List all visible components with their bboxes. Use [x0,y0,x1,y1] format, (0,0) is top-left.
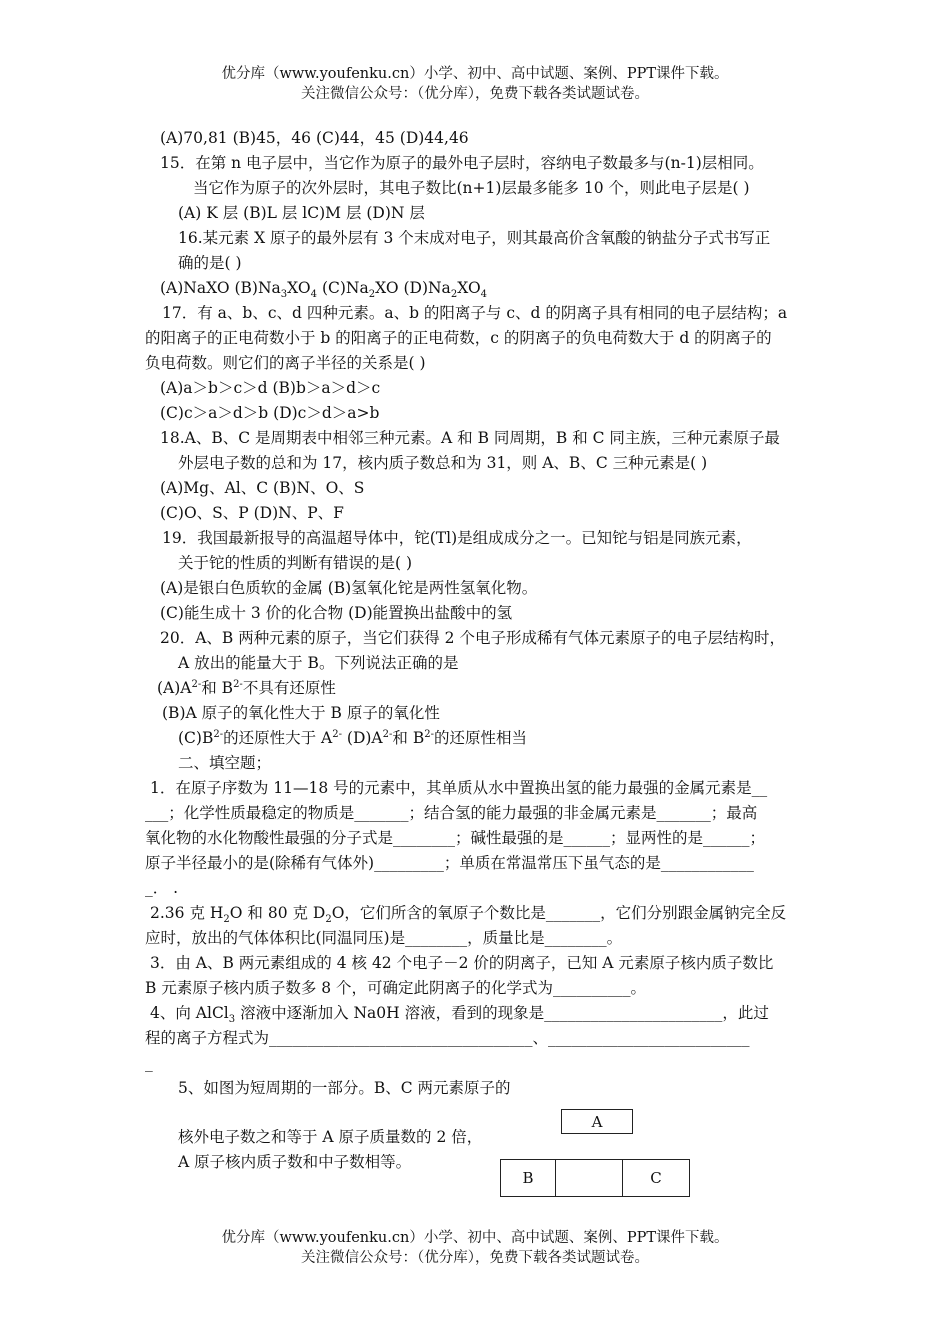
f3-line-1: 3．由 A、B 两元素组成的 4 核 42 个电子－2 价的阴离子，已知 A 元素原子核内质子数比 [150,954,774,972]
f5-line-2: 核外电子数之和等于 A 原子质量数的 2 倍， [178,1128,483,1146]
q18-options-1: (A)Mg、Al、C (B)N、O、S [160,479,365,497]
q18-line-1: 18.A、B、C 是周期表中相邻三种元素。A 和 B 同周期，B 和 C 同主族，三种元素原子最 [160,429,780,447]
charge-superscript: 2- [424,728,434,740]
q16-opt-d: XO (D)Na [375,279,451,297]
f2-sub: 2 [223,914,230,926]
q20-a-text: (A)A [157,679,192,697]
q19-options-2: (C)能生成十 3 价的化合物 (D)能置换出盐酸中的氢 [160,604,513,622]
q18-options-2: (C)O、S、P (D)N、P、F [160,504,344,522]
q15-line-2: 当它作为原子的次外层时，其电子数比(n+1)层最多能多 10 个，则此电子层是( ) [193,179,750,197]
header-line-1: 优分库（www.youfenku.cn）小学、初中、高中试题、案例、PPT课件下载。 [221,66,729,82]
q20-line-2: A 放出的能量大于 B。下列说法正确的是 [178,654,459,672]
f1-line-3: 氧化物的水化物酸性最强的分子式是________；碱性最强的是______；显两性的是______； [145,829,766,847]
q20-a-text: 和 B [201,679,234,697]
q16-options [160,277,487,299]
q17-options-1: (A)a＞b＞c＞d (B)b＞a＞d＞c [160,379,381,397]
f4-text: 4、向 AlCl [150,1004,229,1022]
footer-line-2: 关注微信公众号：（优分库），免费下载各类试题试卷。 [301,1250,649,1266]
charge-superscript: 2- [191,678,202,690]
header-line-2: 关注微信公众号：（优分库），免费下载各类试题试卷。 [301,86,649,102]
f4-text: 溶液中逐渐加入 Na0H 溶液，看到的现象是_______________________，此过 [235,1004,769,1022]
q20-option-b: (B)A 原子的氧化性大于 B 原子的氧化性 [162,704,440,722]
q17-line-1: 17．有 a、b、c、d 四种元素。a、b 的阳离子与 c、d 的阴离子具有相同的电子层结构；a [162,304,788,322]
q20-a-text: 不具有还原性 [242,679,336,697]
charge-superscript: 2- [332,728,342,740]
q17-line-2: 的阳离子的正电荷数小于 b 的阳离子的正电荷数，c 的阴离子的负电荷数大于 d 的阴离子的 [145,329,772,347]
f2-text: O，它们所含的氧原子个数比是_______，它们分别跟金属钠完全反 [331,904,787,922]
charge-superscript: 2- [382,728,393,740]
q20-c-text: 的还原性大于 A [223,729,333,747]
f4-line-3: _ [145,1054,153,1072]
f1-line-1: 1．在原子序数为 11—18 号的元素中，其单质从水中置换出氢的能力最强的金属元素是__ [150,779,768,797]
cell-b: B [500,1159,556,1197]
q16-opt-b: XO [287,279,311,297]
q16-opt-c: (C)Na [317,279,369,297]
q16-sub: 4 [480,289,488,301]
q18-line-2: 外层电子数的总和为 17，核内质子数总和为 31，则 A、B、C 三种元素是( ) [178,454,708,472]
f5-line-1: 5、如图为短周期的一部分。B、C 两元素原子的 [178,1079,511,1097]
f2-line-2: 应时，放出的气体体积比(同温同压)是________，质量比是________。 [145,929,623,947]
cell-c: C [622,1159,690,1197]
f2-text: 2.36 克 H [150,904,224,922]
q19-line-1: 19．我国最新报导的高温超导体中，铊(Tl)是组成成分之一。已知铊与铝是同族元素， [162,529,752,547]
q16-sub: 2 [450,289,458,301]
q16-sub: 4 [310,289,318,301]
cell-a: A [561,1109,633,1134]
f1-line-4: 原子半径最小的是(除稀有气体外)_________；单质在常温常压下虽气态的是____________ [145,854,754,872]
q16-line-2: 确的是( ) [178,254,242,272]
q20-d-text: (D)A [341,729,383,747]
f4-sub: 3 [228,1014,236,1026]
q20-options-cd [178,727,527,749]
q20-line-1: 20．A、B 两种元素的原子，当它们获得 2 个电子形成稀有气体元素原子的电子层结构时， [160,629,785,647]
f4-line-1 [150,1002,769,1024]
q20-d-text: 和 B [392,729,425,747]
f2-sub: 2 [325,914,332,926]
q17-line-3: 负电荷数。则它们的离子半径的关系是( ) [145,354,426,372]
q17-options-2: (C)c＞a＞d＞b (D)c＞d＞a>b [160,404,380,422]
q20-d-text: 的还原性相当 [433,729,527,747]
f5-line-3: A 原子核内质子数和中子数相等。 [178,1153,412,1171]
q15-line-1: 15．在第 n 电子层中，当它作为原子的最外电子层时，容纳电子数最多与(n-1)层相同。 [160,154,764,172]
q20-option-a [157,677,336,699]
q16-opt-d2: XO [457,279,481,297]
f1-line-5: _． . [145,879,179,897]
f1-line-2: ___；化学性质最稳定的物质是_______；结合氢的能力最强的非金属元素是_______；最高 [145,804,758,822]
f2-text: O 和 80 克 D [229,904,326,922]
charge-superscript: 2- [233,678,243,690]
q20-c-text: (C)B [178,729,214,747]
charge-superscript: 2- [213,728,224,740]
q16-line-1: 16.某元素 X 原子的最外层有 3 个末成对电子，则其最高价含氧酸的钠盐分子式书写正 [178,229,771,247]
q16-opt-a: (A)NaXO (B)Na [160,279,281,297]
q19-line-2: 关于铊的性质的判断有错误的是( ) [178,554,413,572]
q15-options: (A) K 层 (B)L 层 lC)M 层 (D)N 层 [178,204,425,222]
section-title: 二、填空题； [178,754,272,772]
cell-middle [555,1159,623,1197]
q16-sub: 2 [368,289,376,301]
footer-line-1: 优分库（www.youfenku.cn）小学、初中、高中试题、案例、PPT课件下载。 [221,1230,729,1246]
q14-options: (A)70,81 (B)45，46 (C)44，45 (D)44,46 [160,129,469,147]
f3-line-2: B 元素原子核内质子数多 8 个，可确定此阴离子的化学式为__________。 [145,979,647,997]
q19-options-1: (A)是银白色质软的金属 (B)氢氧化铊是两性氢氧化物。 [160,579,538,597]
f4-line-2: 程的离子方程式为__________________________________、__________________________ [145,1029,750,1047]
q16-sub: 3 [280,289,288,301]
f2-line-1 [150,902,786,924]
